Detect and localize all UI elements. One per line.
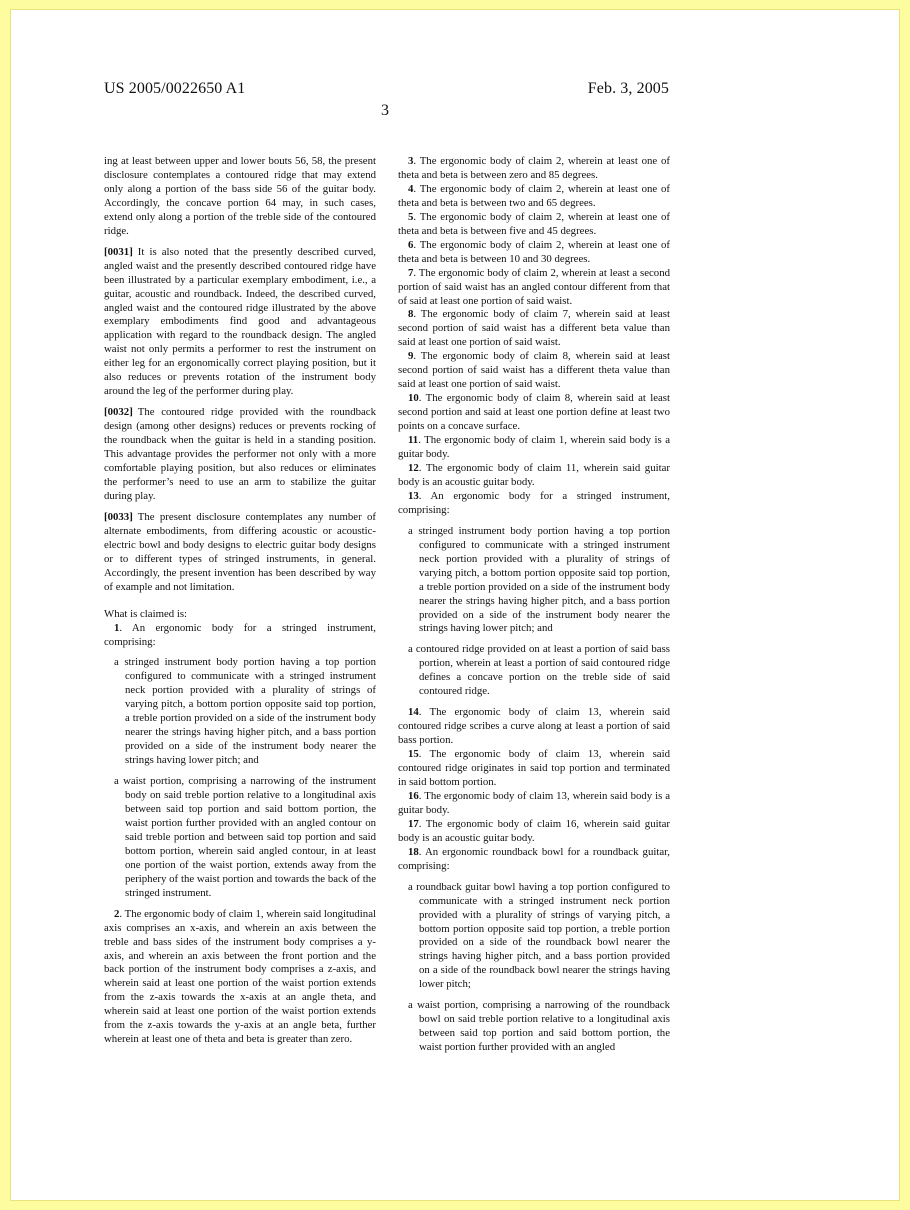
claim-text: . The ergonomic body of claim 2, wherein at least one of theta and beta is between two and 65 degrees. bbox=[398, 182, 670, 209]
claim-text: . The ergonomic body of claim 2, wherein at least one of theta and beta is between zero and 85 degrees. bbox=[398, 155, 670, 181]
claim-number: 4 bbox=[408, 182, 414, 195]
claim-12 bbox=[398, 462, 670, 490]
claim-text: . The ergonomic body of claim 8, wherein said at least second portion and said at least one portion define at least two points on a concave surface. bbox=[398, 392, 670, 433]
claim-text: . The ergonomic body of claim 1, wherein said body is a guitar body. bbox=[398, 434, 670, 461]
left-column bbox=[104, 155, 376, 1047]
claim-number: 9 bbox=[408, 350, 414, 363]
claim-text: . The ergonomic body of claim 2, wherein at least a second portion of said waist has an angled contour different from that of said at least one portion of said waist. bbox=[398, 266, 670, 307]
claim-11 bbox=[398, 434, 670, 462]
claim-9 bbox=[398, 350, 670, 392]
claim-17 bbox=[398, 818, 670, 846]
claim-text: . An ergonomic roundback bowl for a roundback guitar, comprising: bbox=[398, 845, 670, 872]
paragraph-text: The contoured ridge provided with the roundback design (among other designs) reduces or prevents rocking of the roundback when the guitar is held in a standing position. This advantage provides the performer not only with a more comfortable playing position, but also reduces or eliminates the performer’s need to use an arm to stabilize the guitar during play. bbox=[104, 406, 376, 502]
paragraph-text: The present disclosure contemplates any number of alternate embodiments, from differing acoustic or acoustic-electric bowl and body designs to electric guitar body designs or to different types of stringed instruments, in general. Accordingly, the present invention has been described by way of example and not limitation. bbox=[104, 510, 376, 593]
claim-7 bbox=[398, 267, 670, 309]
claim-number: 7 bbox=[408, 266, 414, 279]
claim-number: 11 bbox=[408, 434, 419, 447]
claim-text: . The ergonomic body of claim 2, wherein at least one of theta and beta is between 10 and 30 degrees. bbox=[398, 238, 670, 265]
claim-number: 10 bbox=[408, 392, 419, 405]
paragraph-continued: ing at least between upper and lower bouts 56, 58, the present disclosure contemplates a contoured ridge that may extend only along a portion of the bass side 56 of the guitar body. Accordingly, the concave portion 64 may, in such cases, extend only along a portion of the treble side of the contoured ridge. bbox=[104, 155, 376, 237]
claim-8 bbox=[398, 308, 670, 350]
claim-number: 1 bbox=[114, 621, 120, 634]
paragraph-0031 bbox=[104, 246, 376, 399]
paragraph-0033 bbox=[104, 511, 376, 595]
claim-number: 5 bbox=[408, 210, 414, 223]
claim-1-element-a: a stringed instrument body portion having a top portion configured to communicate with a stringed instrument neck portion provided with a plurality of strings of varying pitch, a bottom portion opposite said top portion, a treble portion provided on a side of the instrument body nearer the strings having higher pitch, and a bass portion provided on a side of the instrument body nearer the strings having lower pitch; and bbox=[114, 656, 376, 767]
claim-text: . An ergonomic body for a stringed instrument, comprising: bbox=[104, 621, 376, 648]
claim-5 bbox=[398, 211, 670, 239]
claim-number: 3 bbox=[408, 155, 414, 167]
right-column bbox=[398, 155, 670, 1062]
claim-18-element-b: a waist portion, comprising a narrowing of the roundback bowl on said treble portion relative to a longitudinal axis between said top portion and said bottom portion, the waist portion further provided with an angled bbox=[408, 999, 670, 1054]
claim-13-element-b: a contoured ridge provided on at least a portion of said bass portion, wherein at least a portion of said contoured ridge defines a concave portion on the treble side of said contoured ridge. bbox=[408, 643, 670, 698]
claim-10 bbox=[398, 392, 670, 434]
claim-number: 16 bbox=[408, 789, 419, 802]
claim-2 bbox=[104, 908, 376, 1048]
claim-1 bbox=[104, 622, 376, 650]
claim-number: 14 bbox=[408, 706, 419, 719]
claim-number: 17 bbox=[408, 817, 419, 830]
claim-15 bbox=[398, 748, 670, 790]
paragraph-0032 bbox=[104, 406, 376, 504]
claim-text: . The ergonomic body of claim 2, wherein at least one of theta and beta is between five and 45 degrees. bbox=[398, 210, 670, 237]
claim-text: . The ergonomic body of claim 13, wherein said body is a guitar body. bbox=[398, 789, 670, 816]
claim-number: 2 bbox=[114, 907, 120, 920]
claim-text: . The ergonomic body of claim 7, wherein said at least second portion of said waist has a different beta value than said at least one portion of said waist. bbox=[398, 308, 670, 349]
claim-text: . The ergonomic body of claim 1, wherein said longitudinal axis comprises an x-axis, and wherein an axis between the treble and bass sides of the instrument body comprises a y-axis, and wherein an axis between the front portion and the back portion of the instrument body comprises a z-axis, and wherein said at least one portion of the waist portion extends from the z-axis towards the x-axis at an angle theta, and wherein said at least one portion of the waist portion extends from the z-axis towards the y-axis at an angle beta, further wherein at least one of theta and beta is greater than zero. bbox=[104, 907, 376, 1046]
claim-number: 18 bbox=[408, 845, 419, 858]
claim-4 bbox=[398, 183, 670, 211]
claim-number: 12 bbox=[408, 461, 419, 474]
paragraph-tag: [0033] bbox=[104, 510, 133, 523]
claim-text: . The ergonomic body of claim 11, wherein said guitar body is an acoustic guitar body. bbox=[398, 461, 670, 488]
claim-text: . An ergonomic body for a stringed instrument, comprising: bbox=[398, 489, 670, 516]
publication-date: Feb. 3, 2005 bbox=[587, 80, 669, 97]
paragraph-tag: [0032] bbox=[104, 406, 133, 419]
claim-number: 15 bbox=[408, 748, 419, 761]
claim-text: . The ergonomic body of claim 13, wherein said contoured ridge scribes a curve along at least a portion of said bass portion. bbox=[398, 706, 670, 747]
paragraph-tag: [0031] bbox=[104, 245, 133, 258]
claim-6 bbox=[398, 239, 670, 267]
claim-number: 6 bbox=[408, 238, 414, 251]
claim-number: 8 bbox=[408, 308, 414, 321]
claim-number: 13 bbox=[408, 489, 419, 502]
claim-text: . The ergonomic body of claim 16, wherein said guitar body is an acoustic guitar body. bbox=[398, 817, 670, 844]
claim-3 bbox=[398, 155, 670, 183]
publication-number: US 2005/0022650 A1 bbox=[104, 80, 246, 97]
claim-18-element-a: a roundback guitar bowl having a top portion configured to communicate with a stringed instrument neck portion provided with a plurality of strings of varying pitch, a bottom portion opposite said top portion, a treble portion provided on a side of the roundback bowl nearer the strings having higher pitch, and a bass portion provided on a side of the roundback bowl nearer the strings having lower pitch; bbox=[408, 880, 670, 991]
claim-text: . The ergonomic body of claim 13, wherein said contoured ridge originates in said top portion and terminated in said bottom portion. bbox=[398, 748, 670, 788]
claim-text: . The ergonomic body of claim 8, wherein said at least second portion of said waist has a different theta value than said at least one portion of said waist. bbox=[398, 350, 670, 391]
claim-13 bbox=[398, 490, 670, 518]
claim-18 bbox=[398, 846, 670, 874]
claim-1-element-b: a waist portion, comprising a narrowing of the instrument body on said treble portion relative to a longitudinal axis between said top portion and said bottom portion, the waist portion further provided with an angled contour on said treble portion and between said top portion and said bottom portion, wherein said angled contour, in at least one portion of the waist portion, extends away from the periphery of the waist portion and towards the back of the stringed instrument. bbox=[114, 775, 376, 899]
paragraph-text: It is also noted that the presently described curved, angled waist and the presently described contoured ridge have been illustrated by a particular exemplary embodiment, i.e., a guitar, acoustic and roundback. Indeed, the described curved, angled waist and the contoured ridge illustrated by the above exemplary embodiments find good and advantageous application with regard to the roundback design. The angled waist not only permits a performer to rest the instrument on either leg for an ergonomically correct playing position, but it also reduces or prevents rotation of the instrument body around the leg of the performer during play. bbox=[104, 245, 376, 398]
claims-heading: What is claimed is: bbox=[104, 607, 188, 620]
page-number: 3 bbox=[381, 102, 389, 119]
claim-16 bbox=[398, 790, 670, 818]
claim-13-element-a: a stringed instrument body portion having a top portion configured to communicate with a stringed instrument neck portion provided with a plurality of strings of varying pitch, a bottom portion opposite said top portion, a treble portion provided on a side of the instrument body nearer the strings having higher pitch, and a bass portion provided on a side of the instrument body nearer the strings having lower pitch; and bbox=[408, 524, 670, 635]
claim-14 bbox=[398, 706, 670, 748]
patent-page bbox=[10, 9, 900, 1201]
